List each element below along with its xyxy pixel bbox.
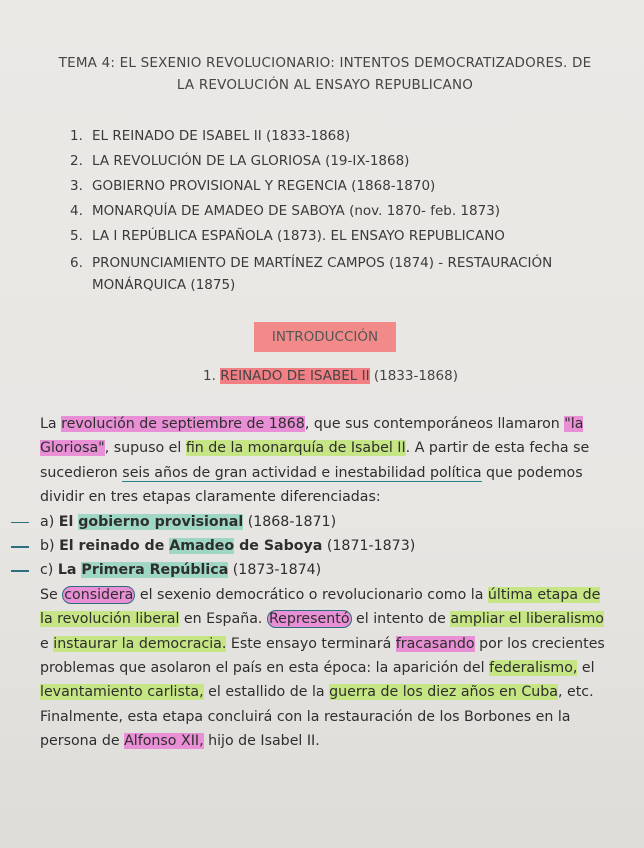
highlight-magenta: Alfonso XII, (124, 733, 204, 750)
toc-text: LA I REPÚBLICA ESPAÑOLA (1873). EL ENSAYO REPUBLICANO (92, 228, 505, 244)
highlight-green: federalismo, (489, 660, 578, 677)
highlight-teal: gobierno provisional (78, 513, 244, 530)
title-line-2: LA REVOLUCIÓN AL ENSAYO REPUBLICANO (176, 77, 474, 93)
circled-word: considera (64, 586, 134, 603)
toc-item (70, 124, 610, 149)
toc-number: 6. (70, 255, 83, 271)
toc-text: LA REVOLUCIÓN DE LA GLORIOSA (19-IX-1868) (92, 153, 410, 169)
toc-number: 1. (70, 128, 83, 144)
section-heading (203, 368, 458, 384)
highlight-green: guerra de los diez años en Cuba (329, 684, 558, 701)
toc-number: 2. (70, 153, 83, 169)
toc-number: 3. (70, 178, 83, 194)
highlight-teal: Amadeo (169, 538, 235, 555)
circled-word: Representó (268, 611, 350, 628)
paragraph-2: Se considera el sexenio democrático o revolucionario como la última etapa de la revolución liberal en España. Representó el intento de ampliar el liberalismo e instaurar la democracia. Este ensayo terminará fracasando por los crecientes problemas que asolaron el país en esta época: la aparición del federalismo, el levantamiento carlista, el estallido de la guerra de los diez años en Cuba, etc. Finalmente, esta etapa concluirá con la restauración de los Borbones en la persona de Alfonso XII, hijo de Isabel II. (40, 586, 605, 750)
margin-dash-mark (11, 570, 29, 572)
highlight-teal: Primera República (81, 562, 229, 579)
title-line-1: TEMA 4: EL SEXENIO REVOLUCIONARIO: INTENTOS DEMOCRATIZADORES. DE (58, 55, 592, 71)
section-title: REINADO DE ISABEL II (220, 368, 370, 384)
margin-dash-mark (11, 546, 29, 548)
highlight-magenta: "la Gloriosa" (40, 416, 584, 457)
toc-text: PRONUNCIAMIENTO DE MARTÍNEZ CAMPOS (1874) - RESTAURACIÓN MONÁRQUICA (1875) (92, 255, 553, 293)
underlined-text: seis años de gran actividad e inestabilidad política (122, 464, 482, 481)
highlight-magenta: revolución de septiembre de 1868 (61, 416, 305, 432)
highlight-green: ampliar el liberalismo (450, 611, 604, 628)
section-number: 1. (203, 368, 216, 384)
toc-text: EL REINADO DE ISABEL II (1833-1868) (92, 128, 351, 144)
highlight-green: fin de la monarquía de Isabel II (185, 440, 406, 457)
stage-a: a) El gobierno provisional (1868-1871) (40, 510, 610, 534)
body-text (40, 412, 610, 754)
toc-number: 4. (70, 203, 83, 219)
toc-number: 5. (70, 228, 83, 244)
toc-item (70, 224, 610, 249)
intro-heading: INTRODUCCIÓN (254, 322, 396, 352)
highlight-green: levantamiento carlista, (40, 684, 204, 701)
section-years: (1833-1868) (373, 368, 458, 384)
highlight-green: instaurar la democracia. (53, 635, 227, 652)
toc-text: GOBIERNO PROVISIONAL Y REGENCIA (1868-1870) (92, 178, 436, 194)
stage-b: b) El reinado de Amadeo de Saboya (1871-1873) (40, 534, 610, 558)
margin-dash-mark (11, 522, 29, 524)
table-of-contents (70, 124, 610, 296)
highlight-green: última etapa de la revolución liberal (40, 586, 601, 628)
toc-text: MONARQUÍA DE AMADEO DE SABOYA (nov. 1870- feb. 1873) (92, 203, 501, 219)
document-title (40, 52, 610, 96)
toc-item (70, 199, 610, 224)
paragraph-1: La revolución de septiembre de 1868, que sus contemporáneos llamaron "la Gloriosa", supuso el fin de la monarquía de Isabel II. A partir de esta fecha se sucedieron seis años de gran actividad e inestabilidad política que podemos dividir en tres etapas claramente diferenciadas: (40, 416, 590, 506)
highlight-magenta: fracasando (395, 635, 475, 652)
stage-c: c) La Primera República (1873-1874) (40, 558, 610, 582)
toc-item (70, 149, 610, 174)
toc-item (70, 252, 610, 296)
toc-item (70, 174, 610, 199)
